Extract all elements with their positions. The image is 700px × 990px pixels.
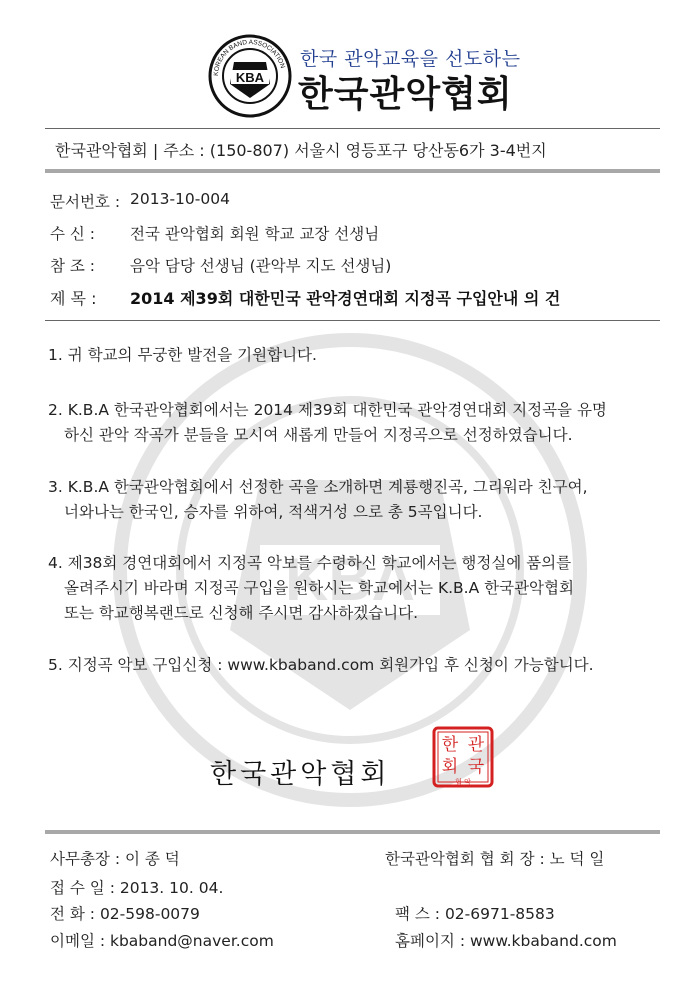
header-rule-bottom	[45, 169, 660, 173]
logo-text: KBA	[235, 70, 265, 85]
reference-row	[50, 254, 391, 276]
body-item-1-text: 1. 귀 학교의 무궁한 발전을 기원합니다.	[48, 346, 317, 364]
footer-rule	[45, 830, 660, 834]
body-item-2-cont: 하신 관악 작곡가 분들을 모시여 새롭게 만들어 지정곡으로 선정하였습니다.	[64, 426, 573, 444]
header-rule-top	[45, 128, 660, 129]
body-item-4	[48, 551, 663, 626]
official-seal-icon	[432, 726, 494, 788]
email[interactable]: 이메일 : kbaband@naver.com	[50, 932, 274, 950]
body-item-3-cont: 너와나는 한국인, 승자를 위하여, 적색거성 으로 총 5곡입니다.	[64, 503, 483, 521]
doc-number-value: 2013-10-004	[130, 190, 230, 208]
recipient-value: 전국 관악협회 회원 학교 교장 선생님	[130, 225, 380, 243]
svg-text:회: 회	[441, 757, 459, 777]
body-item-3-text: 3. K.B.A 한국관악협회에서 선정한 곡을 소개하면 계룡행진곡, 그리워라 친구여,	[48, 478, 588, 496]
body-item-2	[48, 398, 663, 448]
body-item-4-text: 4. 제38회 경연대회에서 지정곡 악보를 수령하신 학교에서는 행정실에 품의를	[48, 554, 572, 572]
homepage[interactable]: 홈페이지 : www.kbaband.com	[395, 932, 617, 950]
fax: 팩 스 : 02-6971-8583	[395, 905, 555, 923]
logo-ring-text: KOREAN BAND ASSOCIATION	[212, 38, 286, 77]
svg-text:협 악: 협 악	[455, 778, 471, 786]
body-item-5-text: 5. 지정곡 악보 구입신청 : www.kbaband.com 회원가입 후 신청이 가능합니다.	[48, 656, 594, 674]
subject-row	[50, 286, 560, 309]
body-item-4-cont-1: 올려주시기 바라며 지정곡 구입을 원하시는 학교에서는 K.B.A 한국관악협회	[64, 579, 574, 597]
svg-text:KBA: KBA	[285, 546, 415, 613]
doc-number-label: 문서번호 :	[50, 193, 121, 211]
reference-label: 참 조 :	[50, 257, 96, 275]
address-line: 한국관악협회 | 주소 : (150-807) 서울시 영등포구 당산동6가 3-4번지	[55, 141, 547, 160]
svg-text:한: 한	[441, 735, 459, 755]
kba-logo-icon	[208, 34, 292, 118]
received-date: 접 수 일 : 2013. 10. 04.	[50, 879, 224, 897]
subject-label: 제 목 :	[50, 289, 97, 308]
recipient-label: 수 신 :	[50, 225, 96, 243]
doc-number-row	[50, 190, 230, 212]
meta-rule	[45, 320, 660, 321]
slogan: 한국 관악교육을 선도하는	[300, 48, 521, 70]
secretary-general: 사무총장 : 이 종 덕	[50, 850, 180, 868]
body-item-1	[48, 343, 663, 368]
subject-value: 2014 제39회 대한민국 관악경연대회 지정곡 구입안내 의 건	[130, 289, 561, 308]
recipient-row	[50, 222, 379, 244]
body-item-5	[48, 653, 663, 678]
phone: 전 화 : 02-598-0079	[50, 905, 200, 923]
reference-value: 음악 담당 선생님 (관악부 지도 선생님)	[130, 257, 392, 275]
body-item-4-cont-2: 또는 학교행복랜드로 신청해 주시면 감사하겠습니다.	[64, 604, 419, 622]
signature-org: 한국관악협회	[210, 759, 391, 790]
body-item-2-text: 2. K.B.A 한국관악협회에서는 2014 제39회 대한민국 관악경연대회 지정곡을 유명	[48, 401, 607, 419]
body-item-3	[48, 475, 663, 525]
svg-text:국: 국	[467, 757, 485, 777]
president: 한국관악협회 협 회 장 : 노 덕 일	[385, 850, 605, 868]
org-title: 한국관악협회	[298, 74, 513, 115]
svg-text:관: 관	[467, 735, 485, 755]
